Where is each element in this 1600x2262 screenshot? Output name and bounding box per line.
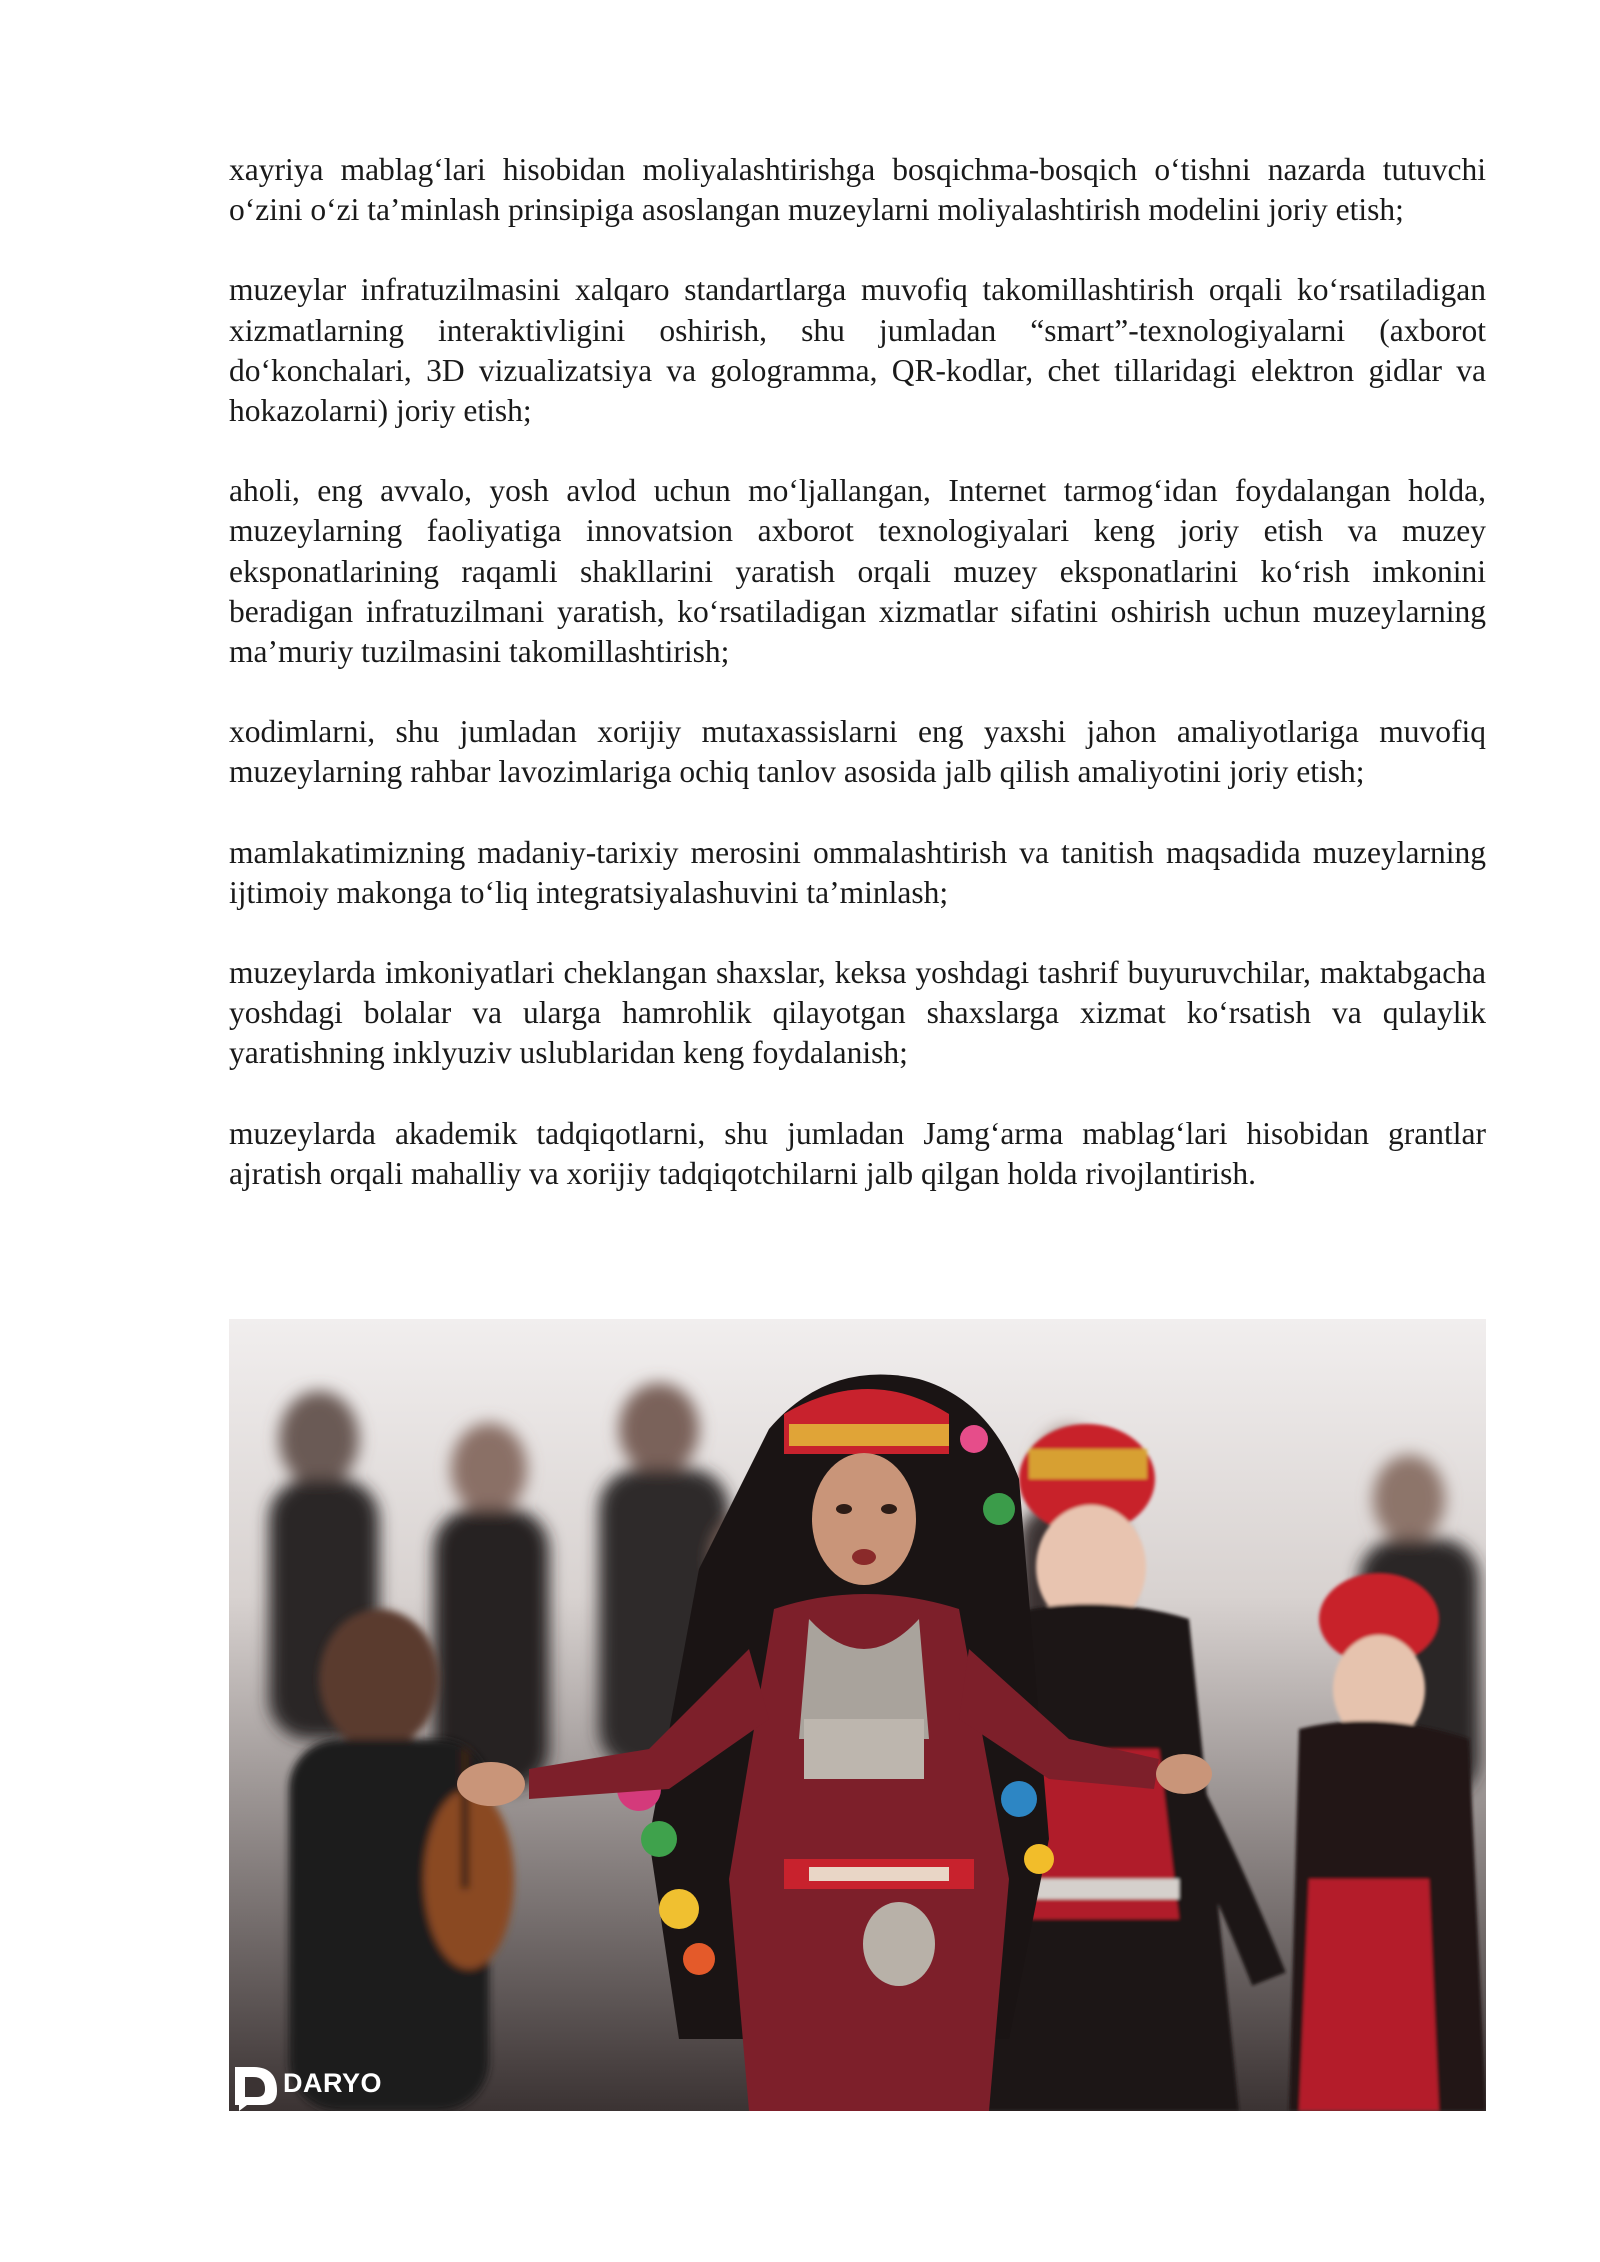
paragraph-7: muzeylarda akademik tadqiqotlarni, shu jumladan Jamg‘arma mablag‘lari hisobidan grantlar ajratish orqali mahalliy va xorijiy tadqiqotchilarni jalb qilgan holda rivojlantirish. <box>229 1115 1486 1191</box>
paragraph-2: muzeylar infratuzilmasini xalqaro standartlarga muvofiq takomillashtirish orqali ko‘rsatiladigan xizmatlarning interaktivligini oshirish, shu jumladan “smart”-texnologiyalarni (axborot do‘konchalari, 3D vizualizatsiya va gologramma, QR-kodlar, chet tillaridagi elektron gidlar va hokazolarni) joriy etish; <box>229 272 1486 429</box>
body-text <box>229 150 1486 1234</box>
performance-photo <box>229 1319 1486 2111</box>
paragraph-3: aholi, eng avvalo, yosh avlod uchun mo‘ljallangan, Internet tarmog‘idan foydalangan holda, muzeylarning faoliyatiga innovatsion axborot texnologiyalari keng joriy etish va muzey eksponatlarining raqamli shakllarini yaratish orqali muzey eksponatlarini ko‘rish imkonini beradigan infratuzilmani yaratish, ko‘rsatiladigan xizmatlar sifatini oshirish uchun muzeylarning ma’muriy tuzilmasini takomillashtirish; <box>229 473 1486 670</box>
watermark <box>283 2068 382 2099</box>
paragraph-4: xodimlarni, shu jumladan xorijiy mutaxassislarni eng yaxshi jahon amaliyotlariga muvofiq muzeylarning rahbar lavozimlariga ochiq tanlov asosida jalb qilish amaliyotini joriy etish; <box>229 714 1486 790</box>
paragraph-6: muzeylarda imkoniyatlari cheklangan shaxslar, keksa yoshdagi tashrif buyuruvchilar, maktabgacha yoshdagi bolalar va ularga hamrohlik qilayotgan shaxslarga xizmat ko‘rsatish va qulaylik yaratishning inklyuziv uslublaridan keng foydalanish; <box>229 955 1486 1071</box>
photo-illustration <box>229 1319 1486 2111</box>
paragraph-1: xayriya mablag‘lari hisobidan moliyalashtirishga bosqichma-bosqich o‘tishni nazarda tutuvchi o‘zini o‘zi ta’minlash prinsipiga asoslangan muzeylarni moliyalashtirish modelini joriy etish; <box>229 152 1486 228</box>
watermark-text: DARYO <box>283 2068 383 2098</box>
paragraph-5: mamlakatimizning madaniy-tarixiy merosini ommalashtirish va tanitish maqsadida muzeylarning ijtimoiy makonga to‘liq integratsiyalashuvini ta’minlash; <box>229 834 1486 910</box>
